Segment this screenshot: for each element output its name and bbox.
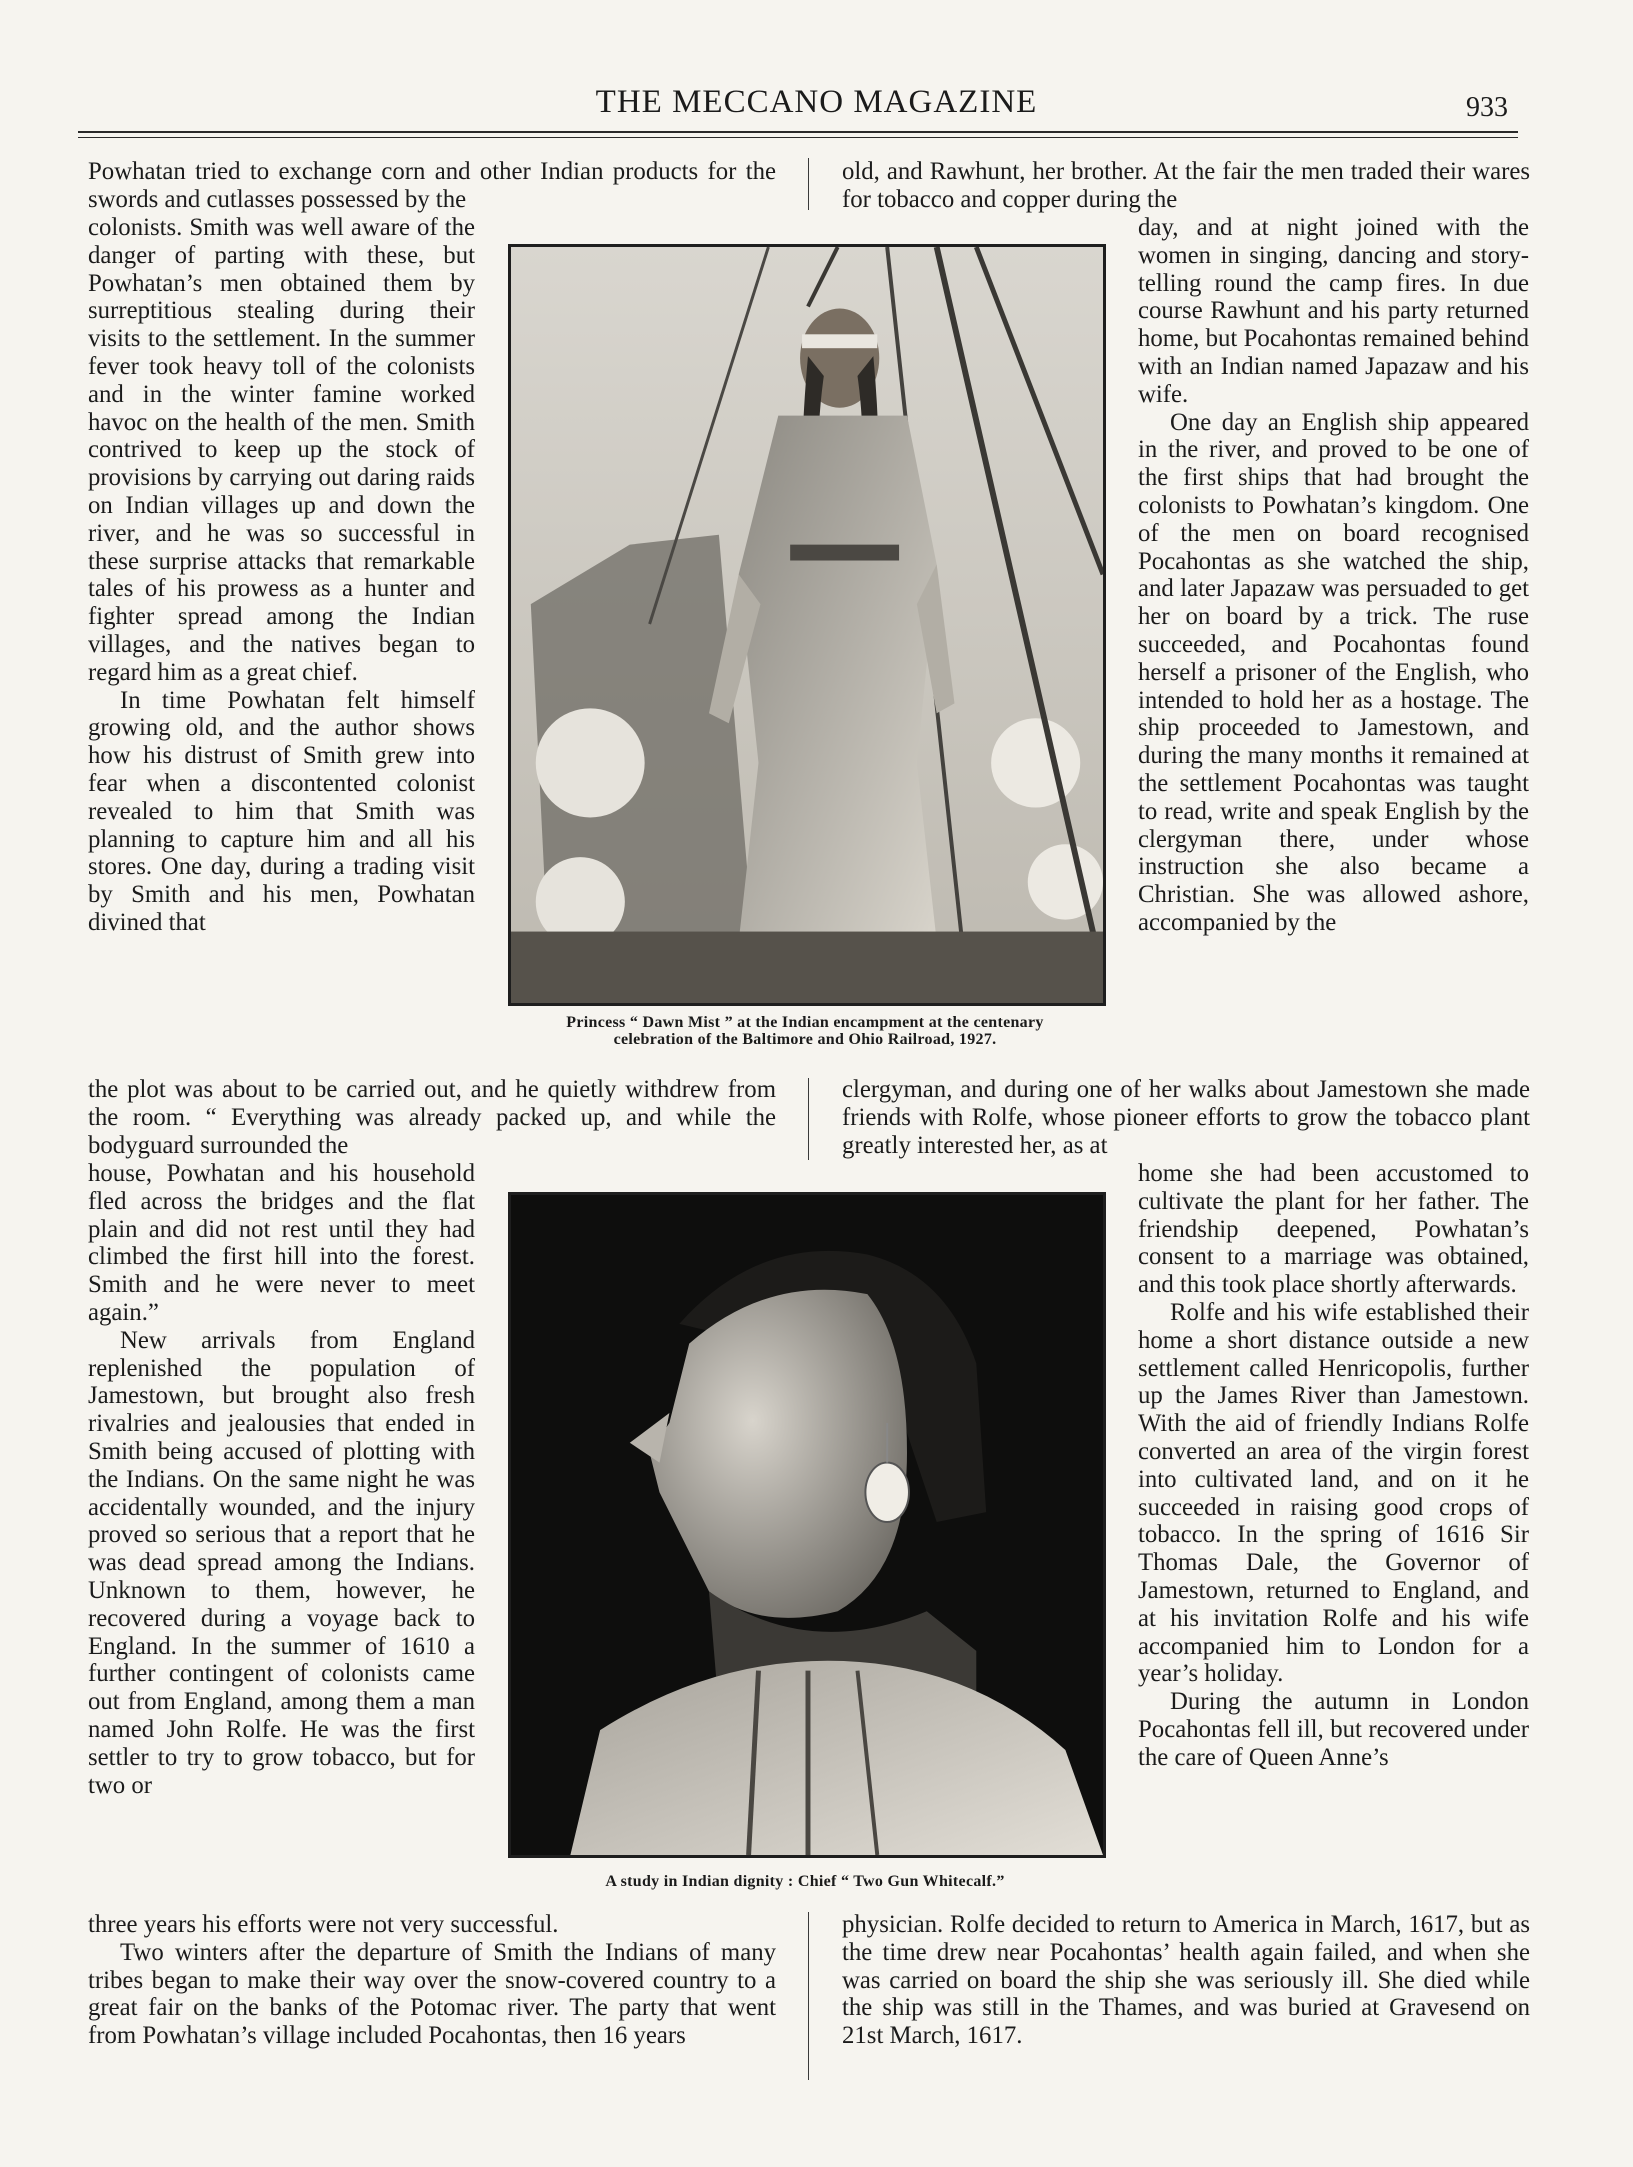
- paragraph: old, and Rawhunt, her brother. At the fair the men traded their wares for tobacco and copper during the: [842, 158, 1530, 213]
- paragraph: home she had been accustomed to cultivate the plant for her father. The friendship deepened, Powhatan’s consent to a marriage was obtained, and this took place shortly afterwards.: [1138, 1160, 1529, 1299]
- text-block: [842, 1076, 1530, 1159]
- photo-caption: [500, 1014, 1110, 1048]
- photo-two-gun-whitecalf: [508, 1192, 1106, 1858]
- paragraph: day, and at night joined with the women in singing, dancing and story-telling round the camp fires. In due course Rawhunt and his party returned home, but Pocahontas remained behind with an Indian named Japazaw and his wife.: [1138, 214, 1529, 408]
- paragraph: Two winters after the departure of Smith the Indians of many tribes began to make their way over the snow-covered country to a great fair on the banks of the Potomac river. The party that went from Powhatan’s village included Pocahontas, then 16 years: [88, 1938, 776, 2050]
- text-block: [88, 214, 475, 937]
- paragraph: Powhatan tried to exchange corn and other Indian products for the swords and cutlasses possessed by the: [88, 158, 776, 213]
- column-rule: [808, 1912, 809, 2080]
- column-rule: [808, 1078, 809, 1160]
- photo-caption: A study in Indian dignity : Chief “ Two Gun Whitecalf.”: [605, 1873, 1005, 1890]
- photo-dawn-mist-image: [511, 247, 1103, 1003]
- photo-dawn-mist: [508, 244, 1106, 1006]
- text-block: [1138, 1160, 1529, 1772]
- paragraph: New arrivals from England replenished the population of Jamestown, but brought also fresh rivalries and jealousies that ended in Smith being accused of plotting with the Indians. On the same night he was accidentally wounded, and the injury proved so serious that a report that he was dead spread among the Indians. Unknown to them, however, he recovered during a voyage back to England. In the summer of 1610 a further contingent of colonists came out from England, among them a man named John Rolfe. He was the first settler to try to grow tobacco, but for two or: [88, 1326, 475, 1799]
- paragraph: three years his efforts were not very successful.: [88, 1911, 559, 1938]
- paragraph: the plot was about to be carried out, and he quietly withdrew from the room. “ Everything was already packed up, and while the bodyguard surrounded the: [88, 1076, 776, 1159]
- page-number: 933: [1466, 92, 1508, 123]
- photo-two-gun-whitecalf-image: [511, 1195, 1103, 1855]
- text-block: [842, 158, 1530, 214]
- column-rule: [808, 158, 809, 210]
- text-block: [842, 1911, 1530, 2050]
- text-block: [88, 1160, 475, 1799]
- paragraph: One day an English ship appeared in the river, and proved to be one of the first ships that had brought the colonists to Powhatan’s kingdom. One of the men on board recognised Pocahontas as she watched the ship, and later Japazaw was persuaded to get her on board by a trick. The ruse succeeded, and Pocahontas found herself a prisoner of the English, who intended to hold her as a hostage. The ship proceeded to Jamestown, and during the many months it remained at the settlement Pocahontas was taught to read, write and speak English by the clergyman there, under whose instruction she also became a Christian. She was allowed ashore, accompanied by the: [1138, 408, 1529, 936]
- paragraph: colonists. Smith was well aware of the danger of parting with these, but Powhatan’s men obtained them by surreptitious stealing during their visits to the settlement. In the summer fever took heavy toll of the colonists and in the winter famine worked havoc on the health of the men. Smith contrived to keep up the stock of provisions by carrying out daring raids on Indian villages up and down the river, and he was so successful in these surprise attacks that remarkable tales of his prowess as a hunter and fighter spread among the Indian villages, and the natives began to regard him as a great chief.: [88, 214, 475, 686]
- running-title: THE MECCANO MAGAZINE: [595, 84, 1038, 120]
- paragraph: Rolfe and his wife established their home a short distance outside a new settlement called Henricopolis, further up the James River than Jamestown. With the aid of friendly Indians Rolfe converted an area of the virgin forest into cultivated land, and on it he succeeded in raising good crops of tobacco. In the spring of 1616 Sir Thomas Dale, the Governor of Jamestown, returned to England, and at his invitation Rolfe and his wife accompanied him to London for a year’s holiday.: [1138, 1298, 1529, 1688]
- text-block: [1138, 214, 1529, 937]
- header-rule: [78, 131, 1518, 133]
- header-rule-thin: [78, 137, 1518, 138]
- paragraph: physician. Rolfe decided to return to America in March, 1617, but as the time drew near Pocahontas’ health again failed, and when she was carried on board the ship she was seriously ill. She died while the ship was still in the Thames, and was buried at Gravesend on 21st March, 1617.: [842, 1911, 1530, 2050]
- text-block: [88, 158, 776, 214]
- text-block: [88, 1076, 776, 1159]
- text-block: [88, 1911, 776, 2050]
- paragraph: house, Powhatan and his household fled across the bridges and the flat plain and did not rest until they had climbed the first hill into the forest. Smith and he were never to meet again.”: [88, 1160, 475, 1326]
- paragraph: In time Powhatan felt himself growing old, and the author shows how his distrust of Smith grew into fear when a discontented colonist revealed to him that Smith was planning to capture him and all his stores. One day, during a trading visit by Smith and his men, Powhatan divined that: [88, 686, 475, 936]
- caption-line: Princess “ Dawn Mist ” at the Indian encampment at the centenary: [566, 1014, 1044, 1031]
- paragraph: clergyman, and during one of her walks about Jamestown she made friends with Rolfe, whose pioneer efforts to grow the tobacco plant greatly interested her, as at: [842, 1076, 1530, 1159]
- paragraph: During the autumn in London Pocahontas fell ill, but recovered under the care of Queen Anne’s: [1138, 1688, 1529, 1771]
- caption-line: celebration of the Baltimore and Ohio Railroad, 1927.: [613, 1031, 997, 1048]
